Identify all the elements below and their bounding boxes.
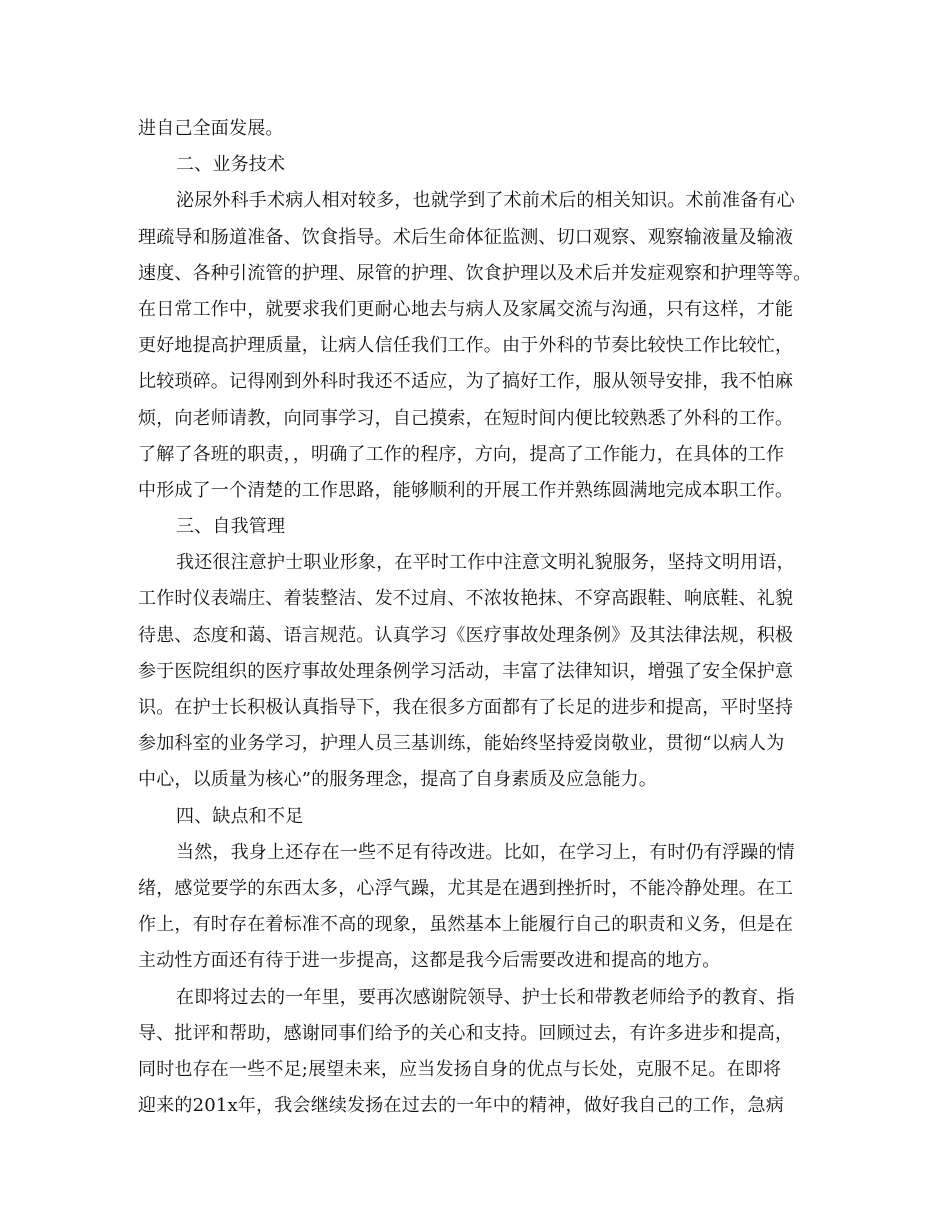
text-line: 在即将过去的一年里，要再次感谢院领导、护士长和带教老师给予的教育、指 <box>176 986 795 1008</box>
text-line: 在日常工作中，就要求我们更耐心地去与病人及家属交流与沟通，只有这样，才能 <box>138 298 794 320</box>
text-line: 工作时仪表端庄、着装整洁、发不过肩、不浓妆艳抹、不穿高跟鞋、响底鞋、礼貌 <box>138 588 794 610</box>
text-line: 二、业务技术 <box>176 154 286 176</box>
text-line: 理疏导和肠道准备、饮食指导。术后生命体征监测、切口观察、观察输液量及输液 <box>138 226 794 248</box>
document-body <box>138 111 838 1124</box>
text-line: 同时也存在一些不足;展望未来，应当发扬自身的优点与长处，克服不足。在即将 <box>138 1058 782 1080</box>
text-line: 识。在护士长积极认真指导下，我在很多方面都有了长足的进步和提高，平时坚持 <box>138 697 794 718</box>
text-line: 速度、各种引流管的护理、尿管的护理、饮食护理以及术后并发症观察和护理等等。 <box>138 262 812 284</box>
text-line: 中心，以质量为核心”的服务理念，提高了自身素质及应急能力。 <box>138 769 657 791</box>
text-line: 作上，有时存在着标准不高的现象，虽然基本上能履行自己的职责和义务，但是在 <box>138 914 794 936</box>
text-line: 导、批评和帮助，感谢同事们给予的关心和支持。回顾过去，有许多进步和提高， <box>138 1022 794 1044</box>
text-line: 泌尿外科手术病人相对较多，也就学到了术前术后的相关知识。术前准备有心 <box>176 190 795 212</box>
text-line: 当然，我身上还存在一些不足有待改进。比如，在学习上，有时仍有浮躁的情 <box>176 841 795 863</box>
text-line: 主动性方面还有待于进一步提高，这都是我今后需要改进和提高的地方。 <box>138 950 721 972</box>
text-line: 绪，感觉要学的东西太多，心浮气躁，尤其是在遇到挫折时，不能冷静处理。在工 <box>138 877 794 899</box>
text-line: 比较琐碎。记得刚到外科时我还不适应，为了搞好工作，服从领导安排，我不怕麻 <box>138 371 794 393</box>
text-line: 我还很注意护士职业形象，在平时工作中注意文明礼貌服务，坚持文明用语， <box>176 552 795 574</box>
text-line: 进自己全面发展。 <box>138 118 284 139</box>
text-line: 参加科室的业务学习，护理人员三基训练，能始终坚持爱岗敬业，贯彻“以病人为 <box>138 733 785 755</box>
text-line: 迎来的201x年，我会继续发扬在过去的一年中的精神，做好我自己的工作，急病 <box>138 1095 784 1117</box>
text-line: 三、自我管理 <box>176 516 286 538</box>
text-line: 中形成了一个清楚的工作思路，能够顺利的开展工作并熟练圆满地完成本职工作。 <box>138 479 794 501</box>
text-line: 待患、态度和蔼、语言规范。认真学习《医疗事故处理条例》及其法律法规，积极 <box>138 624 794 646</box>
text-line: 四、缺点和不足 <box>176 805 304 827</box>
text-line: 烦，向老师请教，向同事学习，自己摸索，在短时间内便比较熟悉了外科的工作。 <box>138 407 794 429</box>
text-line: 参于医院组织的医疗事故处理条例学习活动，丰富了法律知识，增强了安全保护意 <box>138 660 794 682</box>
text-line: 了解了各班的职责，，明确了工作的程序，方向，提高了工作能力，在具体的工作 <box>138 443 785 465</box>
text-line: 更好地提高护理质量，让病人信任我们工作。由于外科的节奏比较快工作比较忙， <box>138 335 794 357</box>
